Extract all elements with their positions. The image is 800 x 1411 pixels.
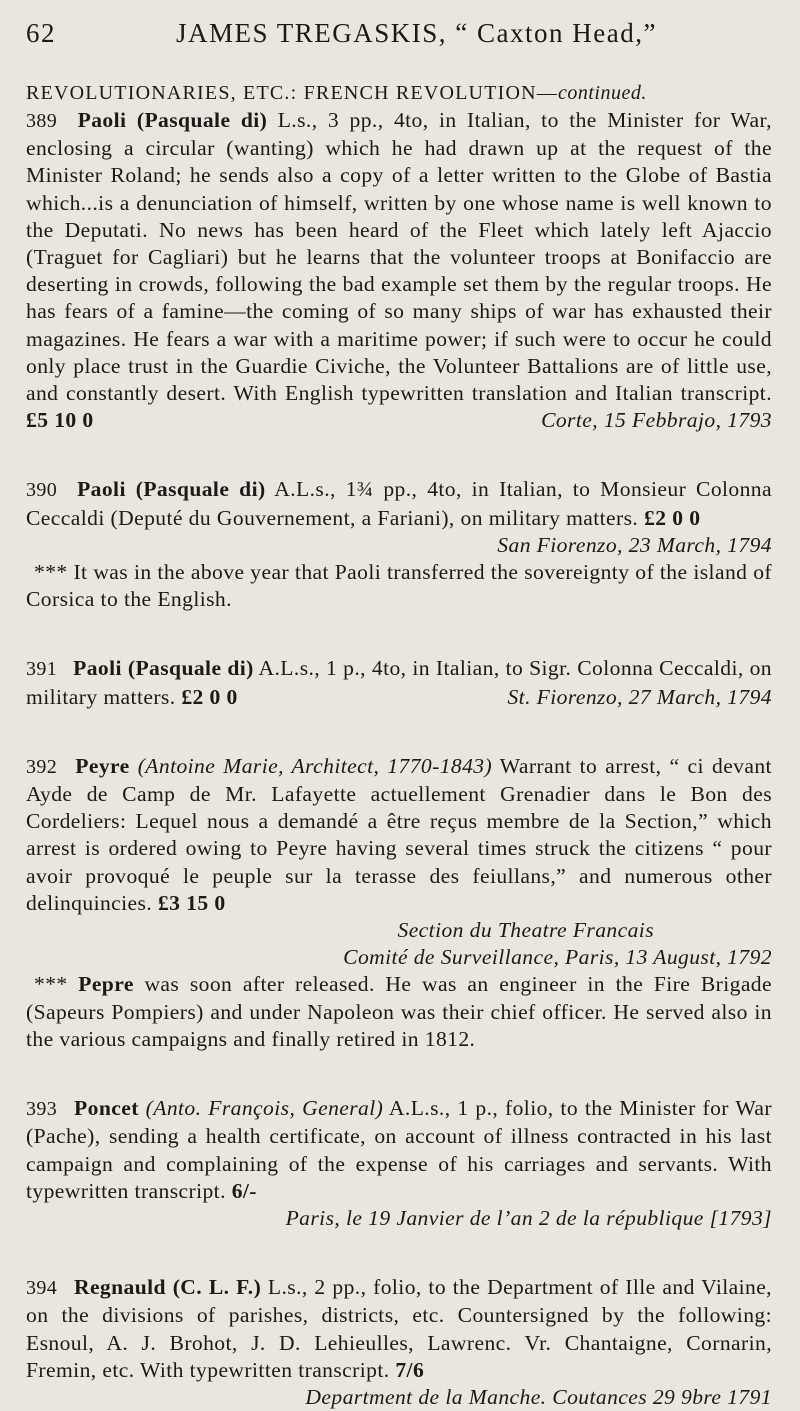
- entry-name-detail: (Anto. François, General): [145, 1096, 384, 1121]
- note-text: was soon after released. He was an engineer in the Fire Brigade (Sapeurs Pompiers) and under Napoleon was their chief officer. He served also in the various campaigns and finally retired in 1812.: [26, 972, 772, 1051]
- catalogue-entry: [26, 1274, 772, 1411]
- entry-origin: Paris, le 19 Janvier de l’an 2 de la république [1793]: [285, 1205, 772, 1230]
- entry-price: 7/6: [395, 1357, 425, 1382]
- entry-origin: Department de la Manche. Coutances 29 9bre 1791: [305, 1384, 772, 1409]
- entry-description: L.s., 3 pp., 4to, in Italian, to the Minister for War, enclosing a circular (wanting) which he had drawn up at the request of the Minister Roland; he sends also a copy of a letter written to the Globe of Bastia which...is a denunciation of himself, written by one whose name is well known to the Deputati. No news has been heard of the Fleet which lately left Ajaccio (Traguet for Cagliari) but he learns that the volunteer troops at Bonifaccio are deserting in crowds, following the bad example set them by the regular troops. He has fears of a famine—the coming of so many ships of war has exhausted their magazines. He fears a war with a maritime power; if such were to occur he could only place trust in the Guardie Civiche, the Volunteer Battalions are of little use, and constantly desert. With English typewritten translation and Italian transcript.: [26, 108, 772, 406]
- catalogue-entry: [26, 1095, 772, 1232]
- entry-origin: San Fiorenzo, 23 March, 1794: [497, 532, 772, 557]
- entry-origin-line: Comité de Surveillance, Paris, 13 August, 1792: [343, 945, 772, 970]
- lot-number: 390: [26, 479, 58, 502]
- entry-price: £2 0 0: [181, 684, 238, 709]
- entry-price: 6/-: [231, 1178, 257, 1203]
- lot-number: 393: [26, 1098, 58, 1121]
- entry-description: A.L.s., 1 p., 4to, in Italian, to Sigr. Colonna Ceccaldi, on military matters.: [26, 656, 772, 709]
- entry-origin-line: Section du Theatre Francais: [397, 918, 654, 943]
- section-heading: [26, 82, 772, 105]
- entry-origin: Corte, 15 Febbrajo, 1793: [541, 408, 772, 433]
- entry-origin: St. Fiorenzo, 27 March, 1794: [507, 684, 772, 709]
- entry-description: A.L.s., 1 p., folio, to the Minister for War (Pache), sending a health certificate, on account of illness contracted in his last campaign and complaining of the expense of his carriages and servants. With typewritten transcript.: [26, 1096, 772, 1203]
- entry-name: Paoli (Pasquale di): [77, 477, 266, 502]
- note-name: Pepre: [78, 972, 134, 997]
- catalogue-entry: [26, 753, 772, 1053]
- entry-name: Poncet: [74, 1096, 139, 1121]
- catalogue-entry: [26, 476, 772, 613]
- entry-description: L.s., 2 pp., folio, to the Department of Ille and Vilaine, on the divisions of parishes, districts, etc. Countersigned by the following: Esnoul, A. J. Brohot, J. D. Lehieulles, Lawrenc. Vr. Chantaigne, Cornarin, Fremin, etc. With typewritten transcript.: [26, 1275, 772, 1382]
- lot-number: 394: [26, 1277, 58, 1300]
- entry-price: £2 0 0: [644, 505, 701, 530]
- entry-note: *** It was in the above year that Paoli transferred the sovereignty of the island of Corsica to the English.: [26, 560, 772, 612]
- entry-name: Paoli (Pasquale di): [73, 656, 254, 681]
- lot-number: 389: [26, 110, 58, 132]
- entry-name: Peyre: [75, 753, 130, 778]
- entry-description: A.L.s., 1¾ pp., 4to, in Italian, to Monsieur Colonna Ceccaldi (Deputé du Gouvernement, a Fariani), on military matters.: [26, 477, 772, 530]
- lot-number: 392: [26, 755, 58, 778]
- entry-name: Paoli (Pasquale di): [77, 108, 268, 132]
- entry-name-detail: (Antoine Marie, Architect, 1770-1843): [137, 753, 493, 778]
- catalogue-entry: [26, 107, 772, 434]
- entry-name: Regnauld (C. L. F.): [73, 1275, 262, 1300]
- page-number: 62: [26, 18, 56, 48]
- running-title: JAMES TREGASKIS, “ Caxton Head,”: [176, 18, 657, 48]
- note-marker: ***: [34, 972, 68, 997]
- running-head: [26, 18, 772, 60]
- lot-number: 391: [26, 658, 58, 681]
- entry-note: [26, 971, 772, 1053]
- entry-description: Warrant to arrest, “ ci devant Ayde de Camp de Mr. Lafayette actuellement Grenadier dans le Bon des Cordeliers: Lequel nous a demandé a être reçus membre de la Section,” which arrest is ordered owing to Peyre having several times struck the citizens “ pour avoir provoqué le peuple sur la terasse des feiullans,” and numerous other delinquincies.: [26, 753, 772, 915]
- entry-price: £5 10 0: [26, 408, 94, 433]
- section-continued: continued.: [557, 82, 647, 104]
- entry-price: £3 15 0: [157, 890, 226, 915]
- catalogue-entry: [26, 655, 772, 710]
- section-heading-text: REVOLUTIONARIES, ETC.: FRENCH REVOLUTION—: [26, 82, 558, 104]
